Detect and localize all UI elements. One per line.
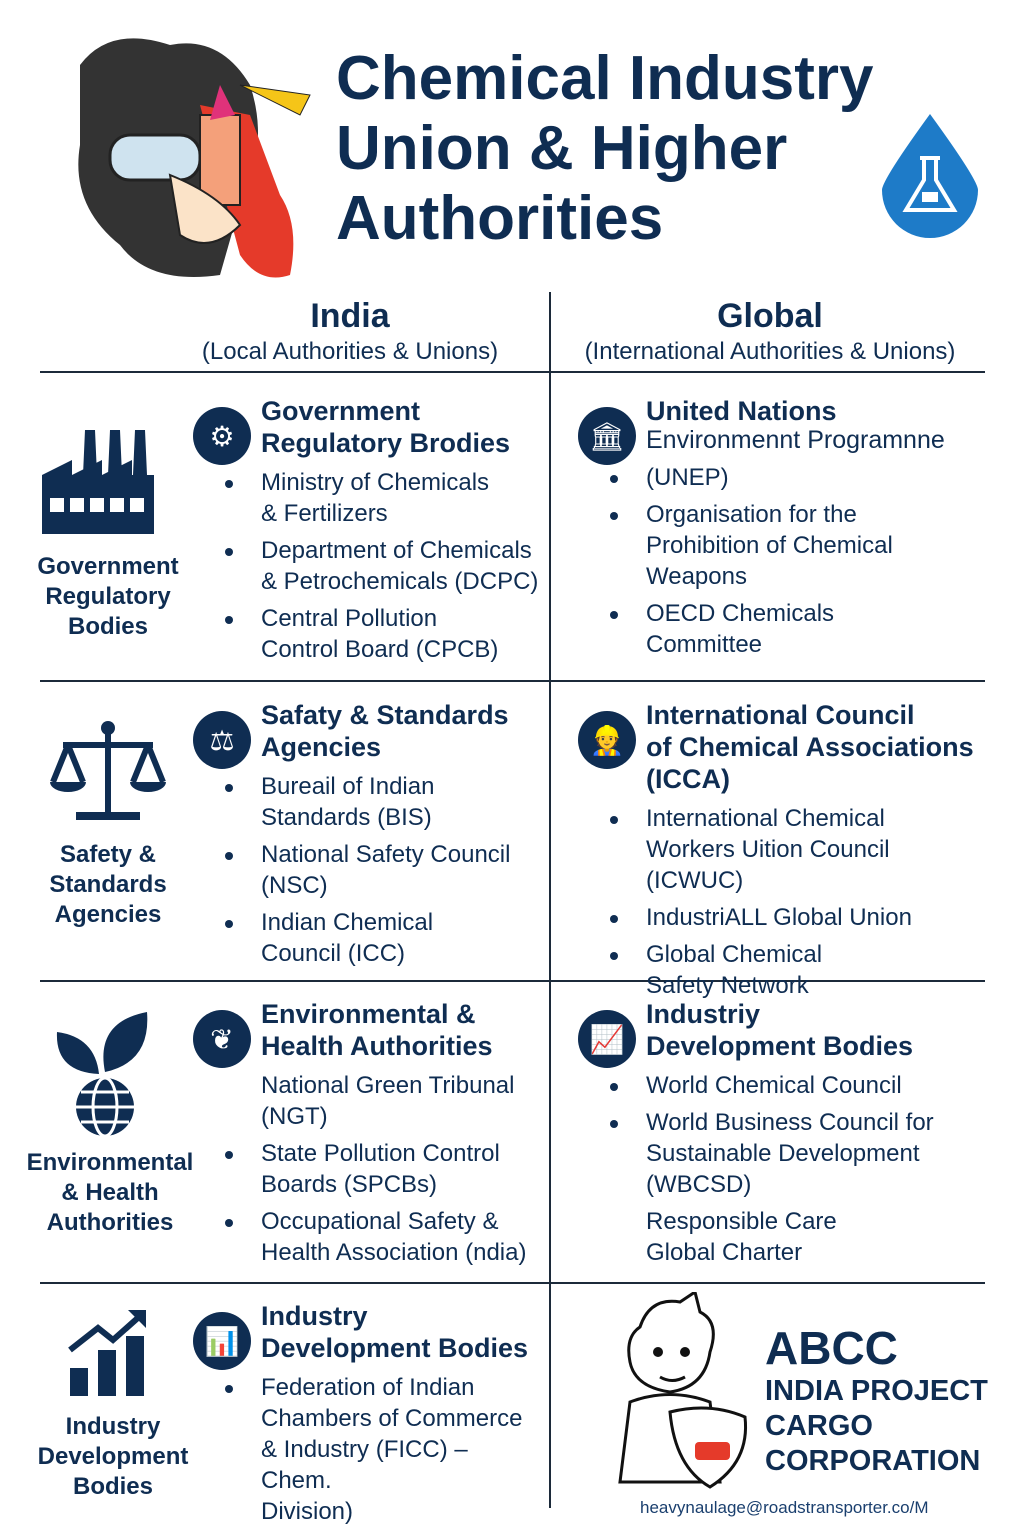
column-subtitle: (International Authorities & Unions): [584, 338, 956, 365]
list-item: [646, 902, 1006, 933]
scales-icon: ⚖: [193, 711, 251, 769]
list-item-line: Federation of Indian: [261, 1374, 475, 1401]
leaf-icon: ❦: [193, 1010, 251, 1068]
list-item: [646, 1107, 1006, 1200]
category-label: [5, 1148, 215, 1238]
heading-line: Development Bodies: [261, 1333, 529, 1363]
heading-line: International Council: [646, 700, 915, 730]
list-item-line: World Chemical Council: [646, 1072, 902, 1099]
company-logo-text: [765, 1322, 1005, 1479]
column-subtitle: (Local Authorities & Unions): [201, 338, 499, 365]
heading-line: Development Bodies: [646, 1031, 914, 1061]
category-label-line: Development: [37, 1443, 189, 1470]
list-item: [646, 803, 1006, 896]
list-item-line: (UNEP): [646, 464, 729, 491]
list-item: [261, 839, 543, 901]
list-item: [646, 1070, 1006, 1101]
cell-subheading: Environmennt Programnne: [646, 426, 945, 454]
india-cell: [261, 998, 543, 1274]
heading-line: Agencies: [261, 732, 382, 762]
list-item-line: Prohibition of Chemical: [646, 532, 893, 559]
cell-heading: [261, 699, 543, 763]
category-label: [3, 552, 213, 642]
category-label: [8, 1412, 218, 1502]
list-item-line: Responsible Care: [646, 1208, 837, 1235]
heading-line: Industriy: [646, 999, 761, 1029]
row-divider: [40, 1282, 985, 1284]
category-label-line: Authorities: [46, 1209, 174, 1236]
title-line: Authorities: [336, 184, 664, 253]
global-cell: [646, 395, 1006, 666]
heading-line: Industry: [261, 1301, 368, 1331]
leaf-globe-icon: [55, 1012, 151, 1138]
list-item: [261, 535, 543, 597]
list-item: [261, 1138, 543, 1200]
category-label-line: Environmental: [26, 1149, 194, 1176]
institution-icon: 🏛: [578, 407, 636, 465]
list-item: [261, 603, 543, 665]
column-title: Global: [717, 297, 823, 335]
list-item-line: Division): [261, 1498, 354, 1525]
row-divider: [40, 680, 985, 682]
list-item-line: International Chemical: [646, 805, 885, 832]
list-item: [261, 771, 543, 833]
title-line: Union & Higher: [336, 114, 788, 183]
column-divider: [549, 292, 551, 1508]
scientist-illustration: [50, 25, 320, 305]
page-title: [336, 44, 936, 254]
list-item-line: Chambers of Commerce: [261, 1405, 523, 1432]
worker-icon: 👷: [578, 711, 636, 769]
list-item-line: Committee: [646, 631, 763, 658]
list-item-line: Indian Chemical: [261, 909, 434, 936]
bar-chart-icon: [68, 1310, 152, 1398]
logo-abbreviation: ABCC: [765, 1322, 898, 1374]
column-title: India: [310, 297, 390, 335]
list-item: [261, 467, 543, 529]
list-item-line: & Industry (FICC) – Chem.: [261, 1436, 468, 1494]
list-item-line: & Petrochemicals (DCPC): [261, 568, 539, 595]
cell-heading: [646, 699, 1006, 795]
category-label: [3, 840, 213, 930]
list-item-line: Safety Network: [646, 972, 809, 999]
list-item-line: Global Charter: [646, 1239, 803, 1266]
heading-line: Regulatory Brodies: [261, 428, 511, 458]
list-item-line: Control Board (CPCB): [261, 636, 499, 663]
category-label-line: Government: [37, 553, 179, 580]
logo-name-line: INDIA PROJECT: [765, 1375, 988, 1407]
global-column-header: [555, 296, 985, 368]
list-item-line: (ICWUC): [646, 867, 744, 894]
heading-line: Safaty & Standards: [261, 700, 509, 730]
list-item-line: Bureail of Indian: [261, 773, 435, 800]
list-item-line: National Green Tribunal: [261, 1072, 515, 1099]
list-item-line: (NSC): [261, 872, 328, 899]
list-item-line: Central Pollution: [261, 605, 438, 632]
category-label-line: Standards: [49, 871, 167, 898]
bar-chart-icon: 📊: [193, 1312, 251, 1370]
list-item: [646, 499, 1006, 592]
heading-line: United Nations: [646, 396, 837, 426]
contact-email[interactable]: heavynaulage@roadstransporter.co/M: [640, 1498, 929, 1517]
list-item-line: Council (ICC): [261, 940, 406, 967]
cell-heading: [646, 998, 1006, 1062]
list-item-line: Health Association (ndia): [261, 1239, 527, 1266]
list-item-line: National Safety Council: [261, 841, 511, 868]
logo-name-line: CARGO: [765, 1410, 873, 1442]
list-item: [261, 1070, 543, 1132]
india-column-header: [170, 296, 530, 368]
list-item-line: (NGT): [261, 1103, 328, 1130]
list-item-line: OECD Chemicals: [646, 600, 835, 627]
scales-icon: [48, 720, 168, 824]
list-item-line: Occupational Safety &: [261, 1208, 499, 1235]
category-label-line: & Health: [61, 1179, 159, 1206]
list-item-line: & Fertilizers: [261, 500, 388, 527]
category-label-line: Regulatory: [45, 583, 171, 610]
list-item-line: IndustriALL Global Union: [646, 904, 912, 931]
mascot-illustration: [600, 1292, 760, 1492]
cell-heading: [261, 1300, 543, 1364]
factory-icon: ⚙: [193, 407, 251, 465]
factory-icon: [40, 430, 156, 534]
global-cell: [646, 699, 1006, 1007]
list-item-line: Boards (SPCBs): [261, 1171, 438, 1198]
cell-heading: [261, 998, 543, 1062]
heading-line: Health Authorities: [261, 1031, 493, 1061]
list-item-line: Organisation for the: [646, 501, 857, 528]
category-label-line: Bodies: [72, 1473, 153, 1500]
list-item-line: (WBCSD): [646, 1171, 752, 1198]
list-item-line: Sustainable Development: [646, 1140, 920, 1167]
global-cell: [646, 998, 1006, 1274]
list-item: [646, 939, 1006, 1001]
list-item-line: World Business Council for: [646, 1109, 934, 1136]
list-item-line: Workers Uition Council: [646, 836, 890, 863]
india-cell: [261, 395, 543, 671]
list-item: [646, 462, 1006, 493]
growth-chart-icon: 📈: [578, 1010, 636, 1068]
list-item-line: Department of Chemicals: [261, 537, 532, 564]
heading-line: Environmental &: [261, 999, 476, 1029]
flask-drop-icon: [878, 110, 982, 238]
list-item-line: Ministry of Chemicals: [261, 469, 490, 496]
logo-name-line: CORPORATION: [765, 1445, 981, 1477]
list-item: [646, 1206, 1006, 1268]
list-item-line: Standards (BIS): [261, 804, 432, 831]
list-item: [261, 907, 543, 969]
cell-heading: [261, 395, 543, 459]
cell-heading: [646, 395, 1006, 427]
list-item: [261, 1372, 543, 1527]
category-label-line: Industry: [65, 1413, 161, 1440]
category-label-line: Safety &: [59, 841, 157, 868]
heading-line: Government: [261, 396, 421, 426]
heading-line: of Chemical Associations (ICCA): [646, 732, 974, 794]
category-label-line: Agencies: [54, 901, 162, 928]
list-item-line: Global Chemical: [646, 941, 823, 968]
india-cell: [261, 699, 543, 975]
category-label-line: Bodies: [67, 613, 148, 640]
list-item: [646, 598, 1006, 660]
india-cell: [261, 1300, 543, 1533]
list-item-line: State Pollution Control: [261, 1140, 500, 1167]
list-item: [261, 1206, 543, 1268]
row-divider: [40, 371, 985, 373]
list-item-line: Weapons: [646, 563, 747, 590]
title-line: Chemical Industry: [336, 44, 874, 113]
